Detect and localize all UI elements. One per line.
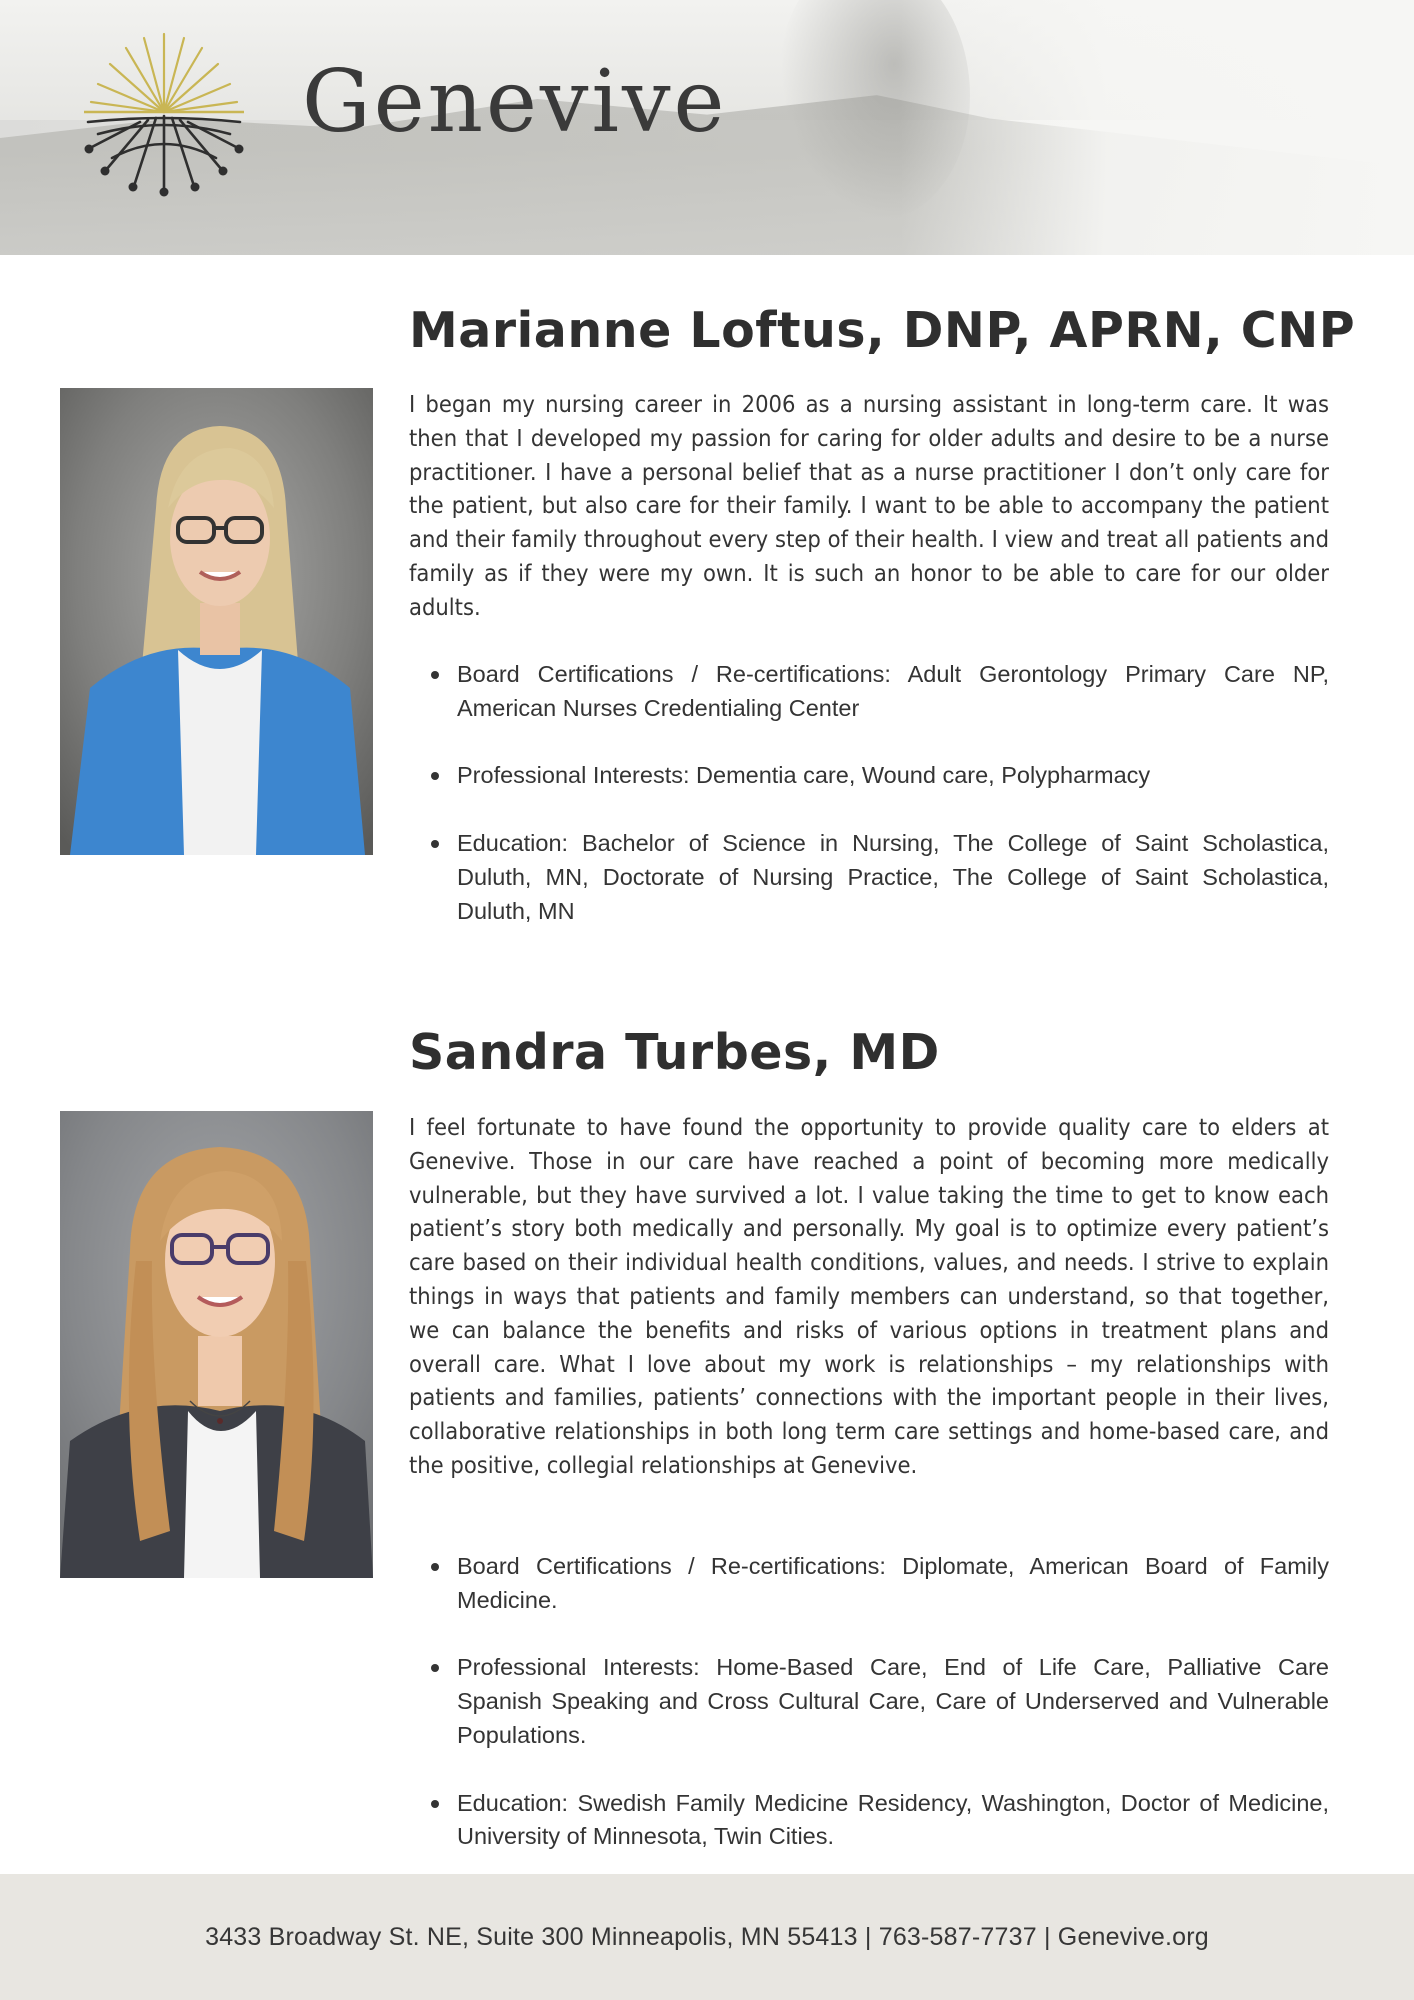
list-item: Board Certifications / Re-certifications: Diplomate, American Board of Family Medicine. [409, 1550, 1329, 1618]
profile-credentials-list [409, 658, 1329, 962]
footer-contact-text: 3433 Broadway St. NE, Suite 300 Minneapolis, MN 55413 | 763-587-7737 | Genevive.org [205, 1922, 1209, 1951]
list-item: Professional Interests: Home-Based Care, End of Life Care, Palliative Care Spanish Speaking and Cross Cultural Care, Care of Underserved and Vulnerable Populations. [409, 1651, 1329, 1752]
sunburst-logo-icon [82, 30, 247, 200]
profile-bio: I began my nursing career in 2006 as a nursing assistant in long-term care. It was then that I developed my passion for caring for older adults and desire to be a nurse practitioner. I have a personal belief that as a nurse practitioner I don’t only care for the patient, but also care for their family. I want to be able to accompany the patient and their family throughout every step of their health. I view and treat all patients and family as if they were my own. It is such an honor to be able to care for our older adults. [409, 390, 1329, 621]
profile-name: Marianne Loftus, DNP, APRN, CNP [409, 302, 1356, 359]
list-item: Education: Bachelor of Science in Nursing, The College of Saint Scholastica, Duluth, MN, Doctorate of Nursing Practice, The College of Saint Scholastica, Duluth, MN [409, 827, 1329, 928]
profile-photo-sandra [60, 1111, 373, 1578]
profile-name: Sandra Turbes, MD [409, 1024, 940, 1081]
profile-bio: I feel fortunate to have found the opportunity to provide quality care to elders at Genevive. Those in our care have reached a point of becoming more medically vulnerable, but they have survived a lot. I value taking the time to get to know each patient’s story both medically and personally. My goal is to optimize every patient’s care based on their individual health conditions, values, and needs. I strive to explain things in ways that patients and family members can understand, so that together, we can balance the benefits and risks of various options in treatment plans and overall care. What I love about my work is relationships – my relationships with patients and families, patients’ connections with the important people in their lives, collaborative relationships in both long term care settings and home-based care, and the positive, collegial relationships at Genevive. [409, 1113, 1329, 1479]
profile-photo-marianne [60, 388, 373, 855]
list-item: Professional Interests: Dementia care, Wound care, Polypharmacy [409, 759, 1329, 793]
banner-light-fade [900, 0, 1414, 255]
header-banner [0, 0, 1414, 255]
footer-contact-bar [0, 1874, 1414, 2000]
list-item: Education: Swedish Family Medicine Residency, Washington, Doctor of Medicine, University of Minnesota, Twin Cities. [409, 1787, 1329, 1855]
list-item: Board Certifications / Re-certifications: Adult Gerontology Primary Care NP, American Nurses Credentialing Center [409, 658, 1329, 726]
brand-wordmark: Genevive [302, 52, 728, 152]
profile-credentials-list [409, 1550, 1329, 1888]
